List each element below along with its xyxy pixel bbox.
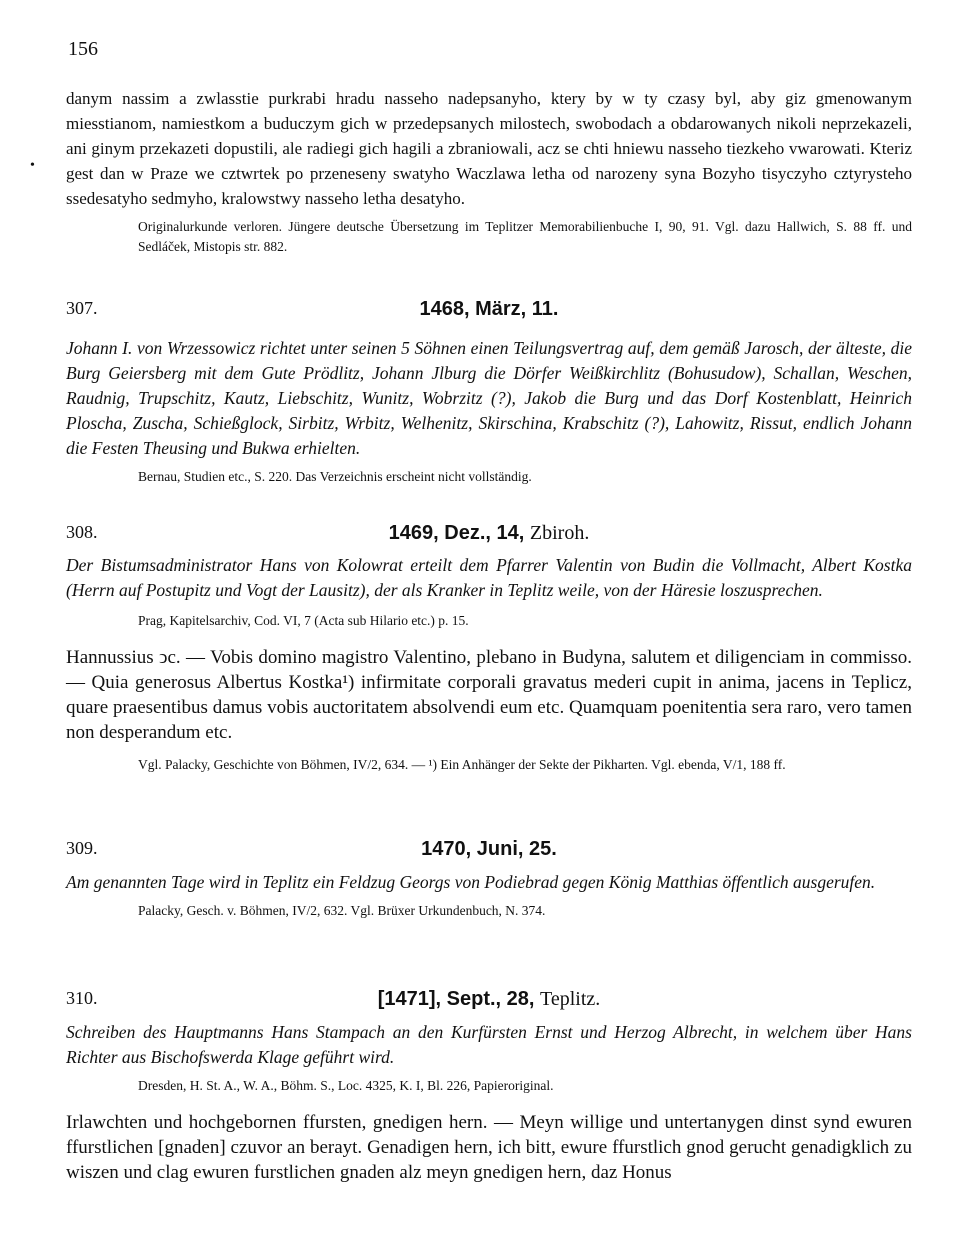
entry-309-heading	[66, 838, 912, 866]
entry-307-body	[66, 336, 912, 487]
entry-text: Irlawchten und hochgebornen ffursten, gnedigen hern. — Meyn willige und untertanygen dinst synd ewuren ffurstlichen [gnaden] czuvor an berayt. Genadigen hern, ich bitt, ewure ffurstlich gnod gerucht genadigklich zu wiszen und clag ewuren furstlichen gnaden alz meyn gnedigen hern, daz Honus	[66, 1112, 912, 1183]
entry-footnote: Vgl. Palacky, Geschichte von Böhmen, IV/2, 634. — ¹) Ein Anhänger der Sekte der Pikharten. Vgl. ebenda, V/1, 188 ff.	[138, 757, 786, 772]
entry-date: 1470, Juni, 25.	[421, 838, 557, 860]
entry-regest: Johann I. von Wrzessowicz richtet unter seinen 5 Söhnen einen Teilungsvertrag auf, dem gemäß Jarosch, der älteste, die Burg Geiersberg mit dem Gute Prödlitz, Johann Jlburg die Dörfer Weißkirchlitz (Bohusudow), Schallan, Weschen, Raudnig, Trupschitz, Kautz, Liebschitz, Wunitz, Wobrzitz (?), Jakob die Burg und das Dorf Kostenblatt, Heinrich Ploscha, Zuscha, Schießglock, Sirbitz, Wrbitz, Welhenitz, Skirschina, Krabschitz (?), Lahowitz, Rissut, endlich Johann die Festen Theusing und Bukwa erhielten.	[66, 338, 912, 458]
entry-308-body	[66, 553, 912, 775]
entry-date: 1469, Dez., 14, Zbiroh.	[388, 522, 590, 544]
entry-date: 1468, März, 11.	[419, 298, 559, 320]
entry-number: 309.	[66, 838, 98, 858]
entry-number: 307.	[66, 298, 98, 318]
entry-regest: Am genannten Tage wird in Teplitz ein Feldzug Georgs von Podiebrad gegen König Matthias öffentlich ausgerufen.	[66, 872, 876, 892]
entry-307-heading	[66, 298, 912, 326]
entry-source: Prag, Kapitelsarchiv, Cod. VI, 7 (Acta sub Hilario etc.) p. 15.	[138, 613, 469, 628]
page-number: 156	[68, 38, 98, 60]
entry-number: 310.	[66, 988, 98, 1008]
entry-date: [1471], Sept., 28, Teplitz.	[377, 988, 601, 1010]
entry-number: 308.	[66, 522, 98, 542]
intro-note: Originalurkunde verloren. Jüngere deutsche Übersetzung im Teplitzer Memorabilienbuche I, 90, 91. Vgl. dazu Hallwich, S. 88 ff. und Sedláček, Mistopis str. 882.	[138, 219, 912, 254]
entry-source: Palacky, Gesch. v. Böhmen, IV/2, 632. Vgl. Brüxer Urkundenbuch, N. 374.	[138, 903, 546, 918]
entry-308-heading	[66, 522, 912, 550]
entry-310-body	[66, 1020, 912, 1185]
entry-310-heading	[66, 988, 912, 1016]
entry-text: Hannussius ↄc. — Vobis domino magistro Valentino, plebano in Budyna, salutem et diligenciam in commisso. — Quia generosus Albertus Kostka¹) infirmitate corporali gravatus mederi cupit in anima, jacens in Teplicz, quare praesentibus damus vobis auctoritatem absolvendi eum etc. Quamquam poenitentia sera raro, vero tamen non desperandum etc.	[66, 647, 912, 743]
entry-regest: Schreiben des Hauptmanns Hans Stampach an den Kurfürsten Ernst und Herzog Albrecht, in welchem über Hans Richter aus Bischofswerda Klage geführt wird.	[66, 1022, 912, 1067]
entry-regest: Der Bistumsadministrator Hans von Kolowrat erteilt dem Pfarrer Valentin von Budin die Vollmacht, Albert Kostka (Herrn auf Postupitz und Vogt der Lausitz), der als Kranker in Teplitz weile, von der Häresie loszusprechen.	[66, 555, 912, 600]
entry-source: Dresden, H. St. A., W. A., Böhm. S., Loc. 4325, K. I, Bl. 226, Papieroriginal.	[138, 1078, 554, 1093]
intro-block	[66, 86, 912, 257]
entry-309-body	[66, 870, 912, 921]
entry-source: Bernau, Studien etc., S. 220. Das Verzeichnis erscheint nicht vollständig.	[138, 469, 532, 484]
intro-text: danym nassim a zwlasstie purkrabi hradu nasseho nadepsanyho, ktery by w ty czasy byl, aby giz gmenowanym miesstianom, namiestkom a buduczym gich w przedepsanych milostech, swobodach a obdarowanych nikoli neprzekazeli, ani ginym przekazeti dopustili, ale radiegi gich hagili a zbraniowali, acz se chti hniewu nasseho tiezkeho vwarowati. Kteriz gest dan w Praze we cztwrtek po przeneseny swatyho Waczlawa letha od narozeny syna Bozyho tisyczyho cztyrysteho ssedesatyho sedmyho, kralowstwy nasseho letha desatyho.	[66, 89, 912, 208]
margin-dot: •	[30, 158, 35, 173]
